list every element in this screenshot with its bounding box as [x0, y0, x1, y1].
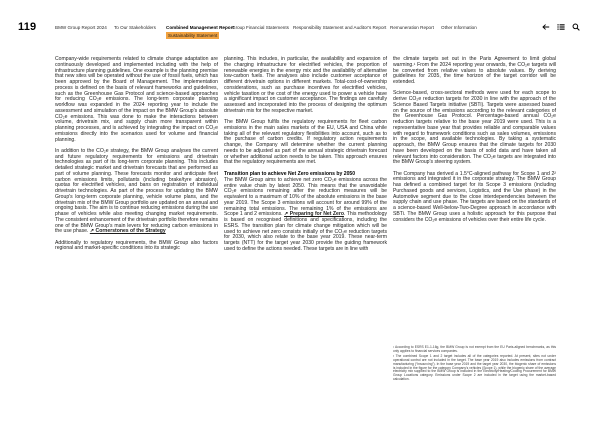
nav-item-responsibility-statement[interactable]: Responsibility Statement and Auditor's Report: [293, 25, 387, 30]
paragraph-text: . This methodology is based on recognised definitions and specifications, including the ESRS. The transition plan for climate change mitigation which will be used to achieve net zero consists initially of the CO₂e reduction targets for 2030, which also relate to the base year 2019. These near-term targets (NTT) for the target year 2030 provide the guiding framework used to define the actions needed. These targets are in line with: [224, 211, 387, 252]
footnote-2: ² The combined Scope 1 and 2 target includes all of the categories reported. At present, sites not under operational control are not included in the target. The base year 2019 also includes emissions from contract manufacturing (“Insourcing”). In the base year 2019 and the target year 2030, the biogenic share of emissions is included in the figure for the category Company's vehicles (Scope 1), while the biogenic share of the average electricity mix supplied to the BMW Group is included in the Electricity/Heating/Cooling Procurement for BMW Group Locations category. Emissions under Scope 2 are included in the target using the market-based calculation.: [393, 353, 556, 382]
link-cornerstones-of-the-strategy[interactable]: ↗ Cornerstones of the Strategy: [89, 228, 166, 235]
paragraph: [55, 241, 218, 253]
paragraph-text: the climate targets set out in the Paris Agreement to limit global warming.¹ From the 2024 reporting year onwards, the CO₂e targets will be converted from relative values to absolute values. By deriving guidelines for 2035, the time horizon of the target corridor will be extended.: [393, 56, 556, 85]
paragraph: [393, 91, 556, 166]
paragraph-text: Science-based, cross-sectoral methods were used for each scope to derive CO₂e reduction targets for 2030 in line with the approach of the Science Based Targets initiative (SBTi). Targets were assessed based on the source of the emissions according to the relevant categories of the Greenhouse Gas Protocol. Percentage-based annual CO₂e reduction targets relative to the base year 2019 were used. This is a representative base year that provides reliable and comparable values with regard to framework conditions such as sales volumes, emissions in the scope, and available technologies. By taking a systematic approach, the BMW Group ensures that the climate targets for 2030 have been developed on the basis of solid data and have taken all relevant factors into consideration. The CO₂e targets are integrated into the BMW Group's steering system.: [393, 90, 556, 166]
paragraph: [55, 57, 218, 143]
paragraph: [55, 149, 218, 235]
section-heading-transition-plan: Transition plan to achieve Net Zero emissions by 2050: [224, 170, 356, 177]
search-icon[interactable]: [572, 23, 580, 31]
paragraph-text: Company-wide requirements related to climate change adaptation are continuously developed and implemented including with the help of infrastructure planning guidelines. One example is the planning premise that new sites will be operated without the use of fossil fuels, which has been approved by the Board of Management. The implementation process is defined on the basis of relevant frameworks and guidelines, such as the Greenhouse Gas Protocol and science-based approaches for reducing CO₂e emissions. The long-term corporate planning workflow was expanded in the 2024 reporting year to include the assessment and simulation of the impact on the BMW Group's absolute CO₂e emissions. This was done to make the interactions between volume, drivetrain mix, and supply chain more transparent within planning processes, and is achieved by integrating the impact on CO₂e emissions directly into the scenarios used for volume and financial planning.: [55, 56, 218, 143]
paragraph-text: The BMW Group aims to achieve net zero CO₂e emissions across the entire value chain by latest 2050. This means that the unavoidable CO₂e emissions remaining after the reduction measures will be equivalent to a maximum of 10% of the absolute emissions in the base year 2019. The Scope 3 emissions will account for around 99% of the remaining total emissions. The remaining 1% of the emissions are Scope 1 and 2 emissions.: [224, 176, 387, 218]
paragraph: [393, 172, 556, 224]
paragraph-text: The BMW Group fulfils the regulatory requirements for fleet carbon emissions in the main sales markets of the EU, USA and China while taking all of the relevant regulatory flexibilities into account, such as to the purchase of carbon credits. If regulatory action requirements change, the Company will determine whether the current planning needs to be adjusted as part of the annual strategic drivetrain forecast or whether additional action needs to be taken. This approach ensures that the regulatory requirements are met.: [224, 119, 387, 166]
paragraph: [393, 57, 556, 86]
nav-item-bmw-group-report[interactable]: BMW Group Report 2024: [55, 25, 107, 30]
text-column-2: [224, 57, 387, 258]
paragraph: [224, 178, 387, 253]
link-preparing-for-net-zero[interactable]: ↗ Preparing for Net Zero: [284, 211, 344, 218]
footnotes: [393, 346, 556, 383]
page-number: 119: [18, 21, 37, 33]
contents-list-icon[interactable]: [557, 23, 565, 31]
subnav-sustainability-statement[interactable]: Sustainability Statement: [168, 33, 218, 38]
nav-item-other-information[interactable]: Other Information: [441, 25, 477, 30]
text-column-3: [393, 57, 556, 229]
nav-item-combined-management-report[interactable]: Combined Management Report: [166, 25, 234, 30]
nav-item-remuneration-report[interactable]: Remuneration Report: [390, 25, 434, 30]
header-icon-bar: [542, 23, 580, 31]
back-arrow-icon[interactable]: [542, 23, 550, 31]
paragraph-text: The Company has derived a 1.5°C-aligned pathway for Scope 1 and 2² emissions and integrated it in the corporate strategy. The BMW Group has defined a combined target for its Scope 3 emissions (including Purchased goods and services, Logistics, and the Use phase) in the Automotive segment due to the close interdependencies between the supply chain and use phase. The targets are based on the standards of a science-based Well-below-Two-Degree approach in accordance with SBTi. The BMW Group uses a holistic approach for this purpose that considers the CO₂e emissions of vehicles over their entire life cycle.: [393, 170, 556, 223]
nav-item-group-financial-statements[interactable]: Group Financial Statements: [232, 25, 289, 30]
paragraph-text: Additionally to regulatory requirements, the BMW Group also factors regional and market-specific conditions into its strategic: [55, 239, 218, 252]
text-column-1: [55, 57, 218, 258]
paragraph: [224, 57, 387, 115]
nav-item-to-our-stakeholders[interactable]: To Our Stakeholders: [114, 25, 156, 30]
paragraph-text: planning. This includes, in particular, the availability and expansion of the charging infrastructure for electrified vehicles, the proportion of renewable energies in the energy mix and the availability of alternative low-carbon fuels. The analyses also include customer acceptance of different drivetrain options in different markets. Total-cost-of-ownership considerations, such as purchase incentives for electrified vehicles, vehicle taxation or the cost of the energy used to power a vehicle have a significant impact on customer acceptance. The findings are carefully assessed and incorporated into the process of designing the optimum drivetrain mix for the respective market.: [224, 56, 387, 114]
paragraph: [224, 120, 387, 166]
footnote-1: ¹ According to ESRS E1-1-16g, the BMW Group is not exempt from the EU Paris-aligned benchmarks, as this only applies to financial services companies.: [393, 345, 556, 353]
paragraph-text: In addition to the CO₂e strategy, the BMW Group analyses the current and future regulatory requirements for emissions and drivetrain technologies as part of its long-term corporate planning. This includes detailed strategic market and drivetrain forecasts that are performed as part of volume planning. These forecasts monitor and anticipate fleet carbon emissions limits, pollutants (including brake/tyre abrasion), quotas for electrified vehicles, and bans on registration of individual drivetrain technologies. As part of the process for updating the BMW Group's long-term corporate planning, vehicle volume plans, and the drivetrain mix of the BMW Group portfolio are updated on an annual and ongoing basis. The aim is to continue reducing emissions during the use phase of vehicles while also meeting changing market requirements. The consistent enhancement of the drivetrain portfolio therefore remains one of the BMW Group's main levers for reducing carbon emissions in the use phase.: [55, 147, 218, 235]
